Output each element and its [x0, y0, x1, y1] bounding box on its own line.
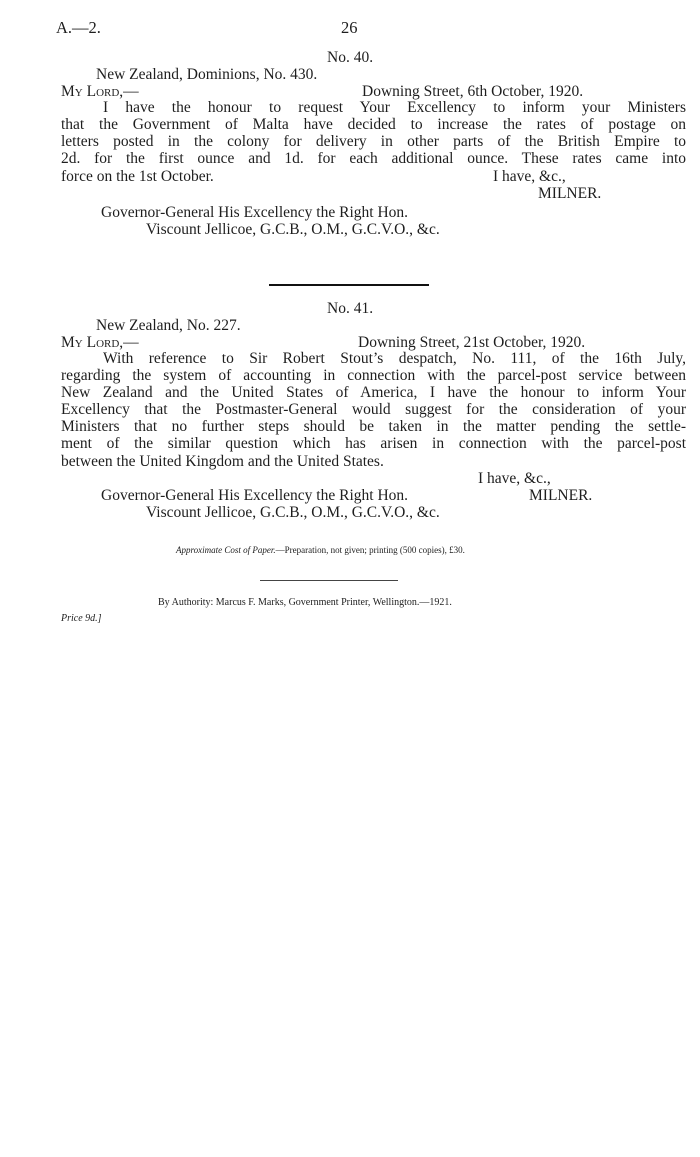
body-line: ment of the similar question which has arisen in connection with the parcel-post — [61, 435, 686, 452]
cost-note-label: Approximate Cost of Paper. — [176, 545, 276, 555]
addressee: Viscount Jellicoe, G.C.B., O.M., G.C.V.O., &c. — [146, 221, 440, 238]
body-line: force on the 1st October. — [61, 168, 214, 185]
despatch-reference: New Zealand, No. 227. — [96, 317, 241, 334]
page-number: 26 — [341, 18, 358, 37]
body-line: Excellency that the Postmaster-General would suggest for the consideration of your — [61, 401, 686, 418]
body-line: With reference to Sir Robert Stout’s despatch, No. 111, of the 16th July, — [103, 350, 686, 367]
salutation: My Lord,— — [61, 83, 139, 100]
body-line: I have the honour to request Your Excellency to inform your Ministers — [103, 99, 686, 116]
price: Price 9d.] — [61, 613, 102, 624]
section-divider — [269, 284, 429, 286]
closing: I have, &c., — [493, 168, 566, 185]
addressee: Governor-General His Excellency the Right Hon. — [101, 487, 409, 504]
document-reference: A.—2. — [56, 18, 101, 37]
despatch-number: No. 41. — [327, 300, 374, 317]
despatch-number: No. 40. — [327, 49, 374, 66]
body-line: between the United Kingdom and the United States. — [61, 453, 384, 470]
closing: I have, &c., — [478, 470, 551, 487]
despatch-reference: New Zealand, Dominions, No. 430. — [96, 66, 318, 83]
body-line: 2d. for the first ounce and 1d. for each additional ounce. These rates came into — [61, 150, 686, 167]
cost-note — [176, 545, 465, 556]
signature: MILNER. — [529, 487, 593, 504]
body-line: New Zealand and the United States of America, I have the honour to inform Your — [61, 384, 686, 401]
dateline: Downing Street, 21st October, 1920. — [358, 334, 586, 351]
body-line: that the Government of Malta have decided to increase the rates of postage on — [61, 116, 686, 133]
cost-note-text: —Preparation, not given; printing (500 copies), £30. — [275, 545, 465, 555]
body-line: letters posted in the colony for delivery in other parts of the British Empire to — [61, 133, 686, 150]
printer-authority: By Authority: Marcus F. Marks, Government Printer, Wellington.—1921. — [158, 597, 452, 608]
dateline: Downing Street, 6th October, 1920. — [362, 83, 584, 100]
addressee: Governor-General His Excellency the Right Hon. — [101, 204, 409, 221]
salutation: My Lord,— — [61, 334, 139, 351]
body-line: Ministers that no further steps should be taken in the matter pending the settle- — [61, 418, 686, 435]
addressee: Viscount Jellicoe, G.C.B., O.M., G.C.V.O., &c. — [146, 504, 440, 521]
body-line: regarding the system of accounting in connection with the parcel-post service between — [61, 367, 686, 384]
footer-divider — [260, 580, 398, 581]
signature: MILNER. — [538, 185, 602, 202]
